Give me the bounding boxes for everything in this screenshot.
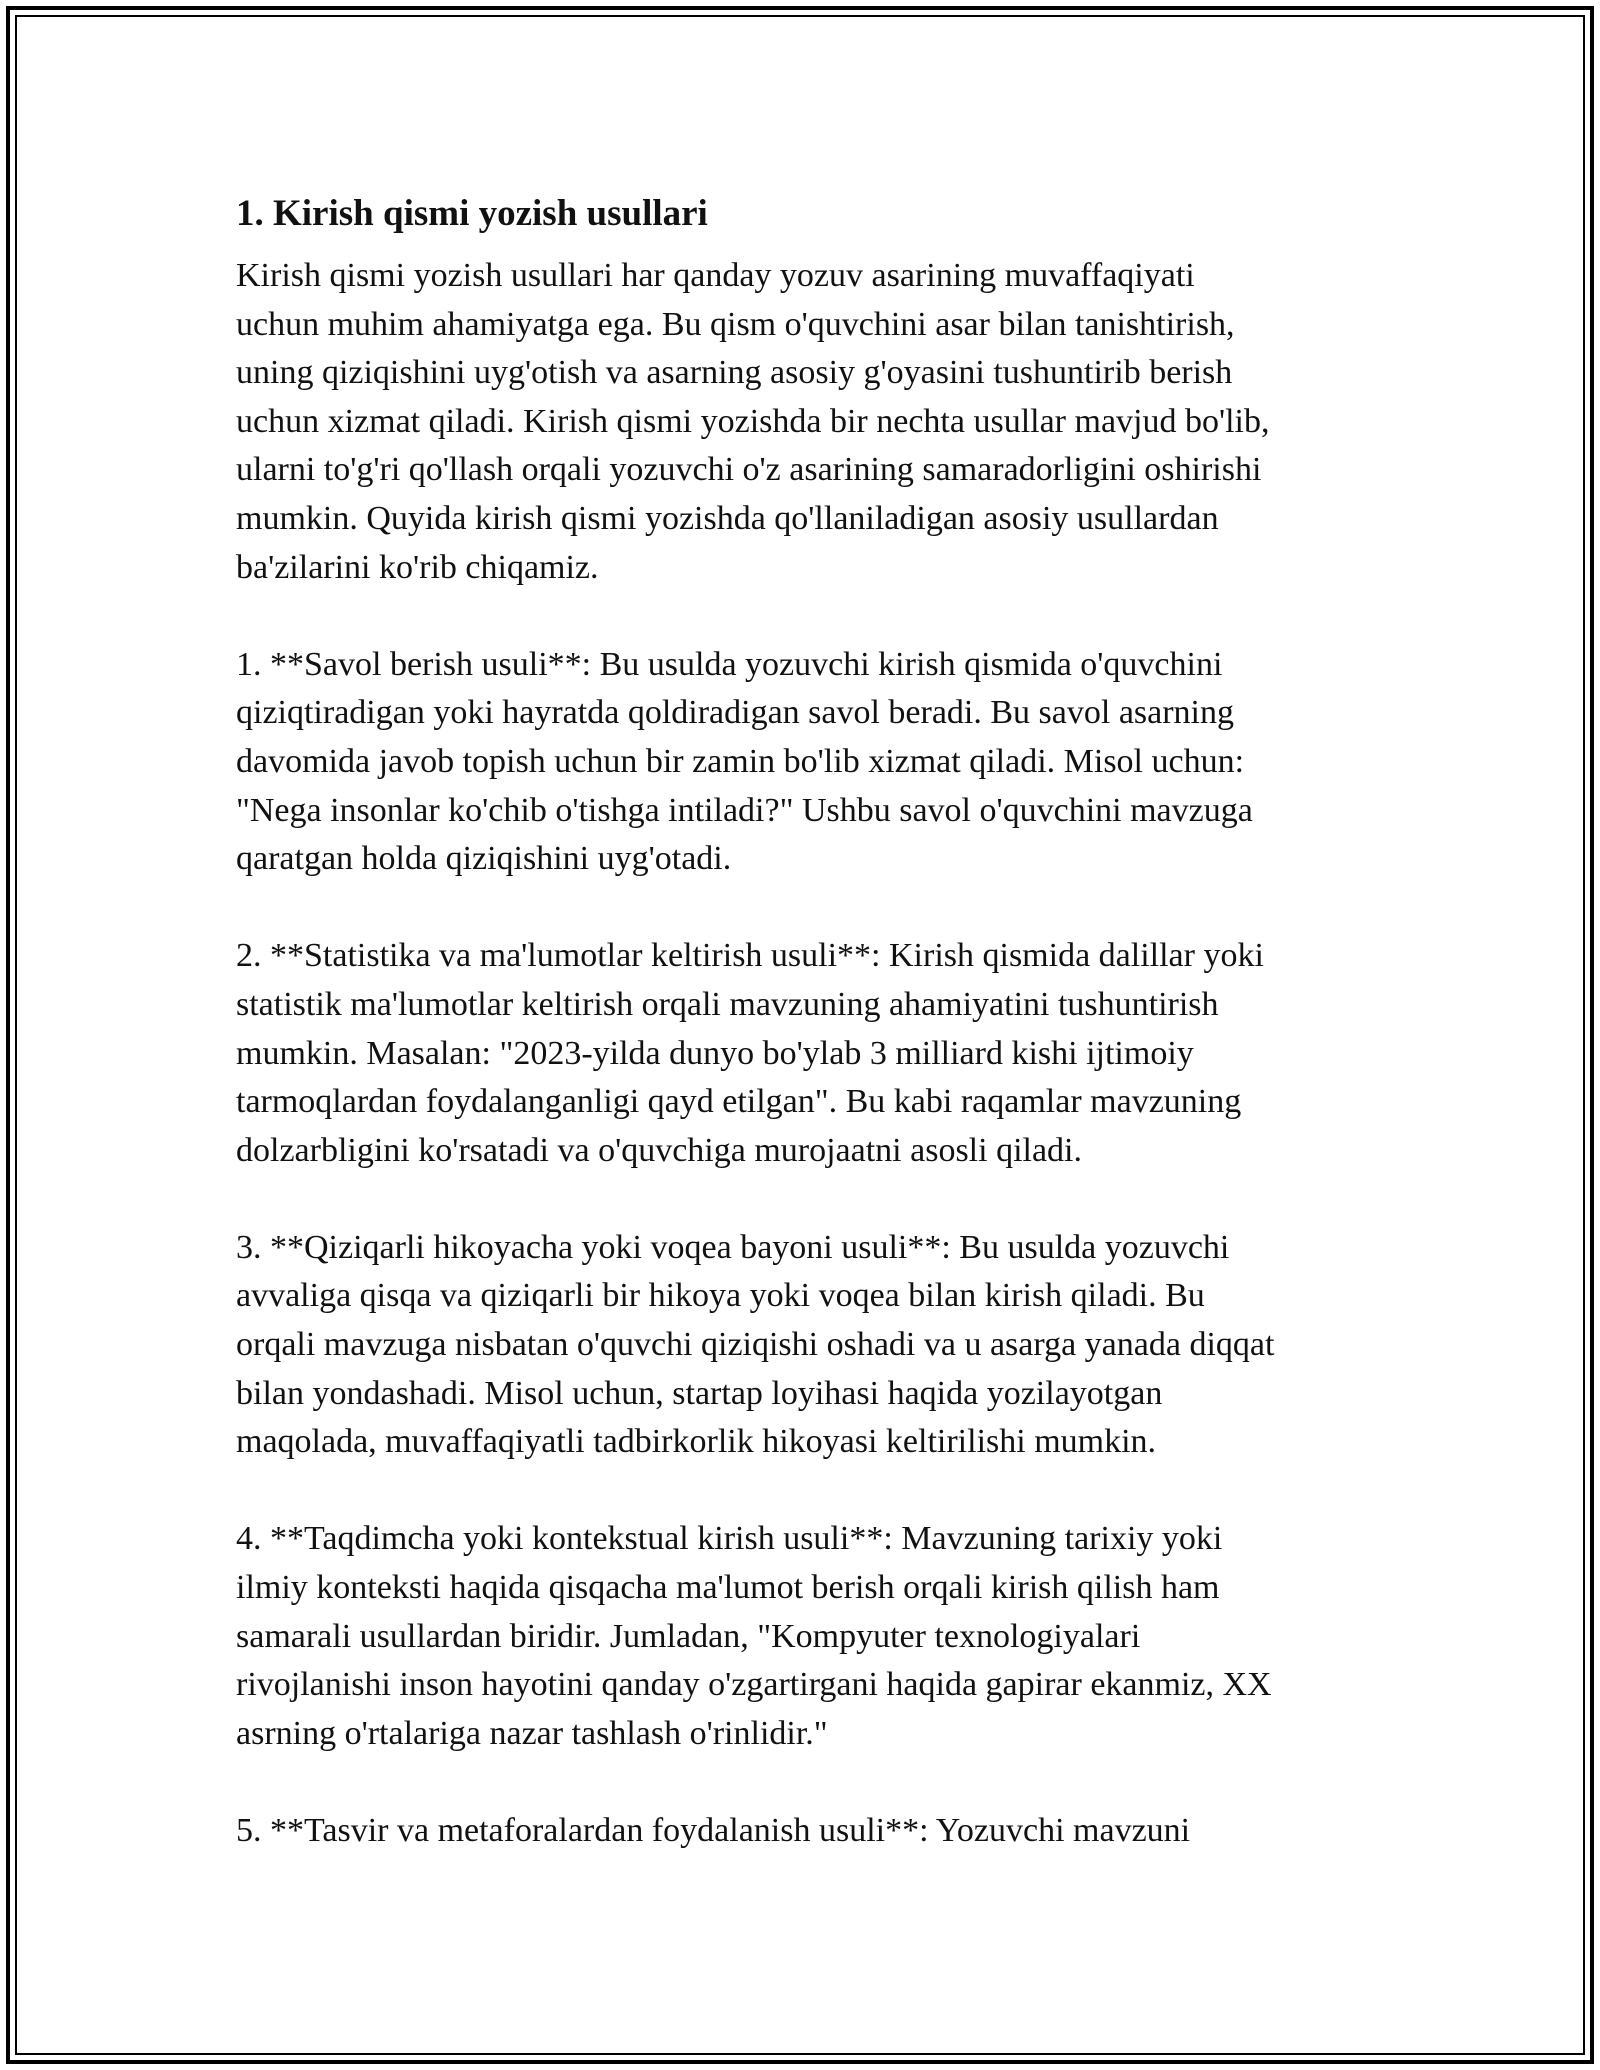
paragraph-method-1 (236, 641, 1366, 884)
text-line: uchun muhim ahamiyatga ega. Bu qism o'quvchini asar bilan tanishtirish, (236, 305, 1235, 343)
text-line: 3. **Qiziqarli hikoyacha yoki voqea bayoni usuli**: Bu usulda yozuvchi (236, 1228, 1230, 1266)
text-line: "Nega insonlar ko'chib o'tishga intiladi?" Ushbu savol o'quvchini mavzuga (236, 791, 1253, 829)
text-line: Kirish qismi yozish usullari har qanday yozuv asarining muvaffaqiyati (236, 257, 1195, 294)
text-line: tarmoqlardan foydalanganligi qayd etilgan". Bu kabi raqamlar mavzuning (236, 1083, 1242, 1121)
text-line: uchun xizmat qiladi. Kirish qismi yozishda bir nechta usullar mavjud bo'lib, (236, 402, 1270, 440)
document-body (236, 186, 1366, 1856)
text-line: 5. **Tasvir va metaforalardan foydalanish usuli**: Yozuvchi mavzuni (236, 1812, 1191, 1849)
text-line: asrning o'rtalariga nazar tashlash o'rinlidir." (236, 1714, 828, 1752)
text-line: ularni to'g'ri qo'llash orqali yozuvchi o'z asarining samaradorligini oshirishi (236, 451, 1262, 489)
paragraph-method-2 (236, 932, 1366, 1175)
text-line: avvaliga qisqa va qiziqarli bir hikoya yoki voqea bilan kirish qiladi. Bu (236, 1277, 1205, 1315)
text-line: uning qiziqishini uyg'otish va asarning asosiy g'oyasini tushuntirib berish (236, 354, 1233, 392)
text-line: 1. **Savol berish usuli**: Bu usulda yozuvchi kirish qismida o'quvchini (236, 645, 1223, 683)
text-line: dolzarbligini ko'rsatadi va o'quvchiga murojaatni asosli qiladi. (236, 1131, 1082, 1169)
paragraph-method-4 (236, 1515, 1366, 1758)
text-line: mumkin. Quyida kirish qismi yozishda qo'llaniladigan asosiy usullardan (236, 499, 1219, 537)
text-line: 4. **Taqdimcha yoki kontekstual kirish usuli**: Mavzuning tarixiy yoki (236, 1520, 1223, 1558)
text-line: davomida javob topish uchun bir zamin bo'lib xizmat qiladi. Misol uchun: (236, 742, 1245, 780)
text-line: mumkin. Masalan: "2023-yilda dunyo bo'ylab 3 milliard kishi ijtimoiy (236, 1034, 1194, 1072)
text-line: ilmiy konteksti haqida qisqacha ma'lumot berish orqali kirish qilish ham (236, 1569, 1220, 1607)
text-line: 2. **Statistika va ma'lumotlar keltirish usuli**: Kirish qismida dalillar yoki (236, 937, 1264, 975)
text-line: qiziqtiradigan yoki hayratda qoldiradigan savol beradi. Bu savol asarning (236, 694, 1235, 732)
text-line: rivojlanishi inson hayotini qanday o'zgartirgani haqida gapirar ekanmiz, XX (236, 1666, 1272, 1704)
text-line: statistik ma'lumotlar keltirish orqali mavzuning ahamiyatini tushuntirish (236, 985, 1219, 1023)
paragraph-method-3 (236, 1224, 1366, 1467)
text-line: orqali mavzuga nisbatan o'quvchi qiziqishi oshadi va u asarga yanada diqqat (236, 1326, 1275, 1364)
text-line: qaratgan holda qiziqishini uyg'otadi. (236, 840, 732, 878)
text-line: samarali usullardan biridir. Jumladan, "Kompyuter texnologiyalari (236, 1617, 1141, 1655)
section-heading: 1. Kirish qismi yozish usullari (236, 193, 708, 234)
paragraph-intro (236, 252, 1366, 592)
text-line: ba'zilarini ko'rib chiqamiz. (236, 548, 599, 586)
text-line: bilan yondashadi. Misol uchun, startap loyihasi haqida yozilayotgan (236, 1374, 1163, 1412)
text-line: maqolada, muvaffaqiyatli tadbirkorlik hikoyasi keltirilishi mumkin. (236, 1423, 1157, 1461)
paragraph-method-5 (236, 1807, 1366, 1856)
